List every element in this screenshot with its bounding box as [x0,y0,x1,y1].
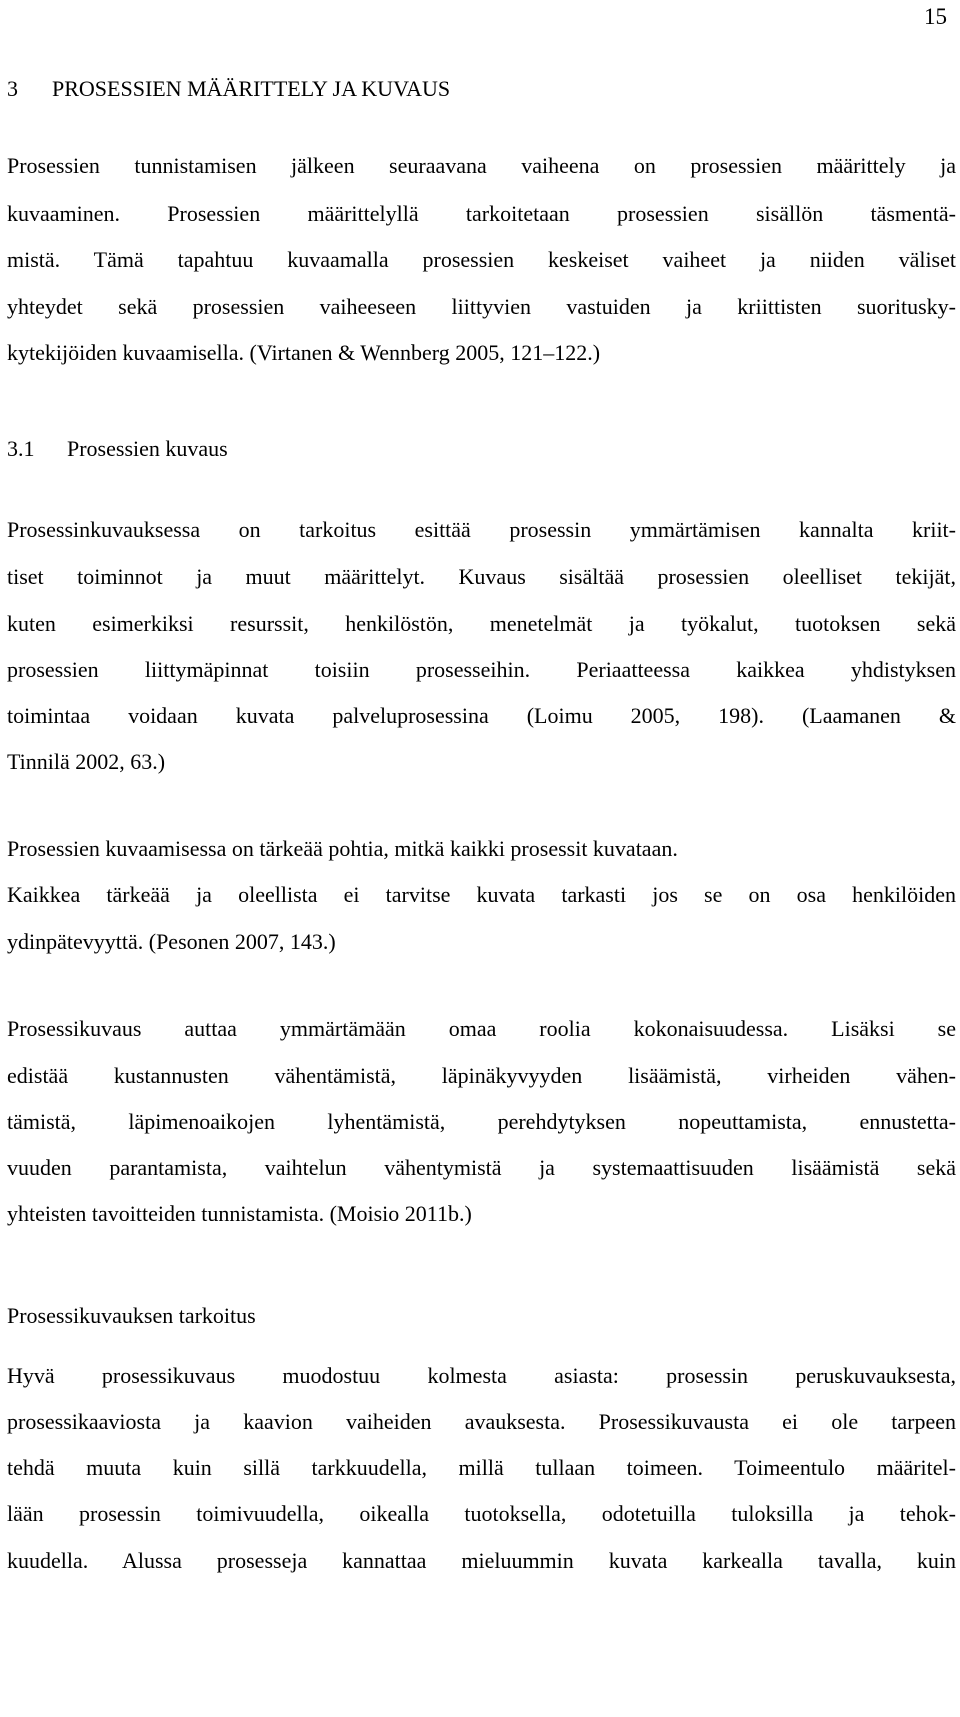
paragraph-2-line-2: tiset toiminnot ja muut määrittelyt. Kuvaus sisältää prosessien oleelliset tekijät, [7,564,956,589]
chapter-title: PROSESSIEN MÄÄRITTELY JA KUVAUS [52,76,451,101]
paragraph-2-line-1: Prosessinkuvauksessa on tarkoitus esittää prosessin ymmärtämisen kannalta kriit- [7,517,956,542]
paragraph-1-line-2: kuvaaminen. Prosessien määrittelyllä tarkoitetaan prosessien sisällön täsmentä- [7,201,956,226]
paragraph-1-line-4: yhteydet sekä prosessien vaiheeseen liittyvien vastuiden ja kriittisten suoritusky- [7,294,956,319]
paragraph-5-line-5: kuudella. Alussa prosesseja kannattaa mieluummin kuvata karkealla tavalla, kuin [7,1548,956,1573]
section-heading [7,435,228,463]
paragraph-3-line-1: Prosessien kuvaamisessa on tärkeää pohtia, mitkä kaikki prosessit kuvataan. [7,836,678,861]
paragraph-1-line-5: kytekijöiden kuvaamisella. (Virtanen & Wennberg 2005, 121–122.) [7,340,601,365]
paragraph-3-line-2: Kaikkea tärkeää ja oleellista ei tarvitse kuvata tarkasti jos se on osa henkilöiden [7,882,956,907]
paragraph-2-line-4: prosessien liittymäpinnat toisiin prosesseihin. Periaatteessa kaikkea yhdistyksen [7,657,956,682]
paragraph-4-line-1: Prosessikuvaus auttaa ymmärtämään omaa roolia kokonaisuudessa. Lisäksi se [7,1016,956,1041]
section-title: Prosessien kuvaus [67,436,228,461]
paragraph-1-line-3: mistä. Tämä tapahtuu kuvaamalla prosessien keskeiset vaiheet ja niiden väliset [7,247,956,272]
paragraph-2-line-6: Tinnilä 2002, 63.) [7,749,166,774]
paragraph-2-line-3: kuten esimerkiksi resurssit, henkilöstön, menetelmät ja työkalut, tuotoksen sekä [7,611,956,636]
paragraph-5-line-1: Hyvä prosessikuvaus muodostuu kolmesta asiasta: prosessin peruskuvauksesta, [7,1363,956,1388]
paragraph-4-line-3: tämistä, läpimenoaikojen lyhentämistä, perehdytyksen nopeuttamista, ennustetta- [7,1109,956,1134]
page-number: 15 [924,4,947,29]
chapter-heading [7,75,450,103]
paragraph-5-line-3: tehdä muuta kuin sillä tarkkuudella, millä tullaan toimeen. Toimeentulo määritel- [7,1455,956,1480]
chapter-number: 3 [7,76,18,101]
paragraph-4-line-5: yhteisten tavoitteiden tunnistamista. (Moisio 2011b.) [7,1201,472,1226]
paragraph-1-line-1: Prosessien tunnistamisen jälkeen seuraavana vaiheena on prosessien määrittely ja [7,153,956,178]
paragraph-5-line-4: lään prosessin toimivuudella, oikealla tuotoksella, odotetuilla tuloksilla ja tehok- [7,1501,956,1526]
paragraph-3-line-3: ydinpätevyyttä. (Pesonen 2007, 143.) [7,929,336,954]
paragraph-4-line-4: vuuden parantamista, vaihtelun vähentymistä ja systemaattisuuden lisäämistä sekä [7,1155,956,1180]
paragraph-4-line-2: edistää kustannusten vähentämistä, läpinäkyvyyden lisäämistä, virheiden vähen- [7,1063,956,1088]
section-number: 3.1 [7,436,35,461]
paragraph-2-line-5: toimintaa voidaan kuvata palveluprosessina (Loimu 2005, 198). (Laamanen & [7,703,956,728]
paragraph-5-line-2: prosessikaaviosta ja kaavion vaiheiden avauksesta. Prosessikuvausta ei ole tarpeen [7,1409,956,1434]
subheading: Prosessikuvauksen tarkoitus [7,1303,256,1328]
